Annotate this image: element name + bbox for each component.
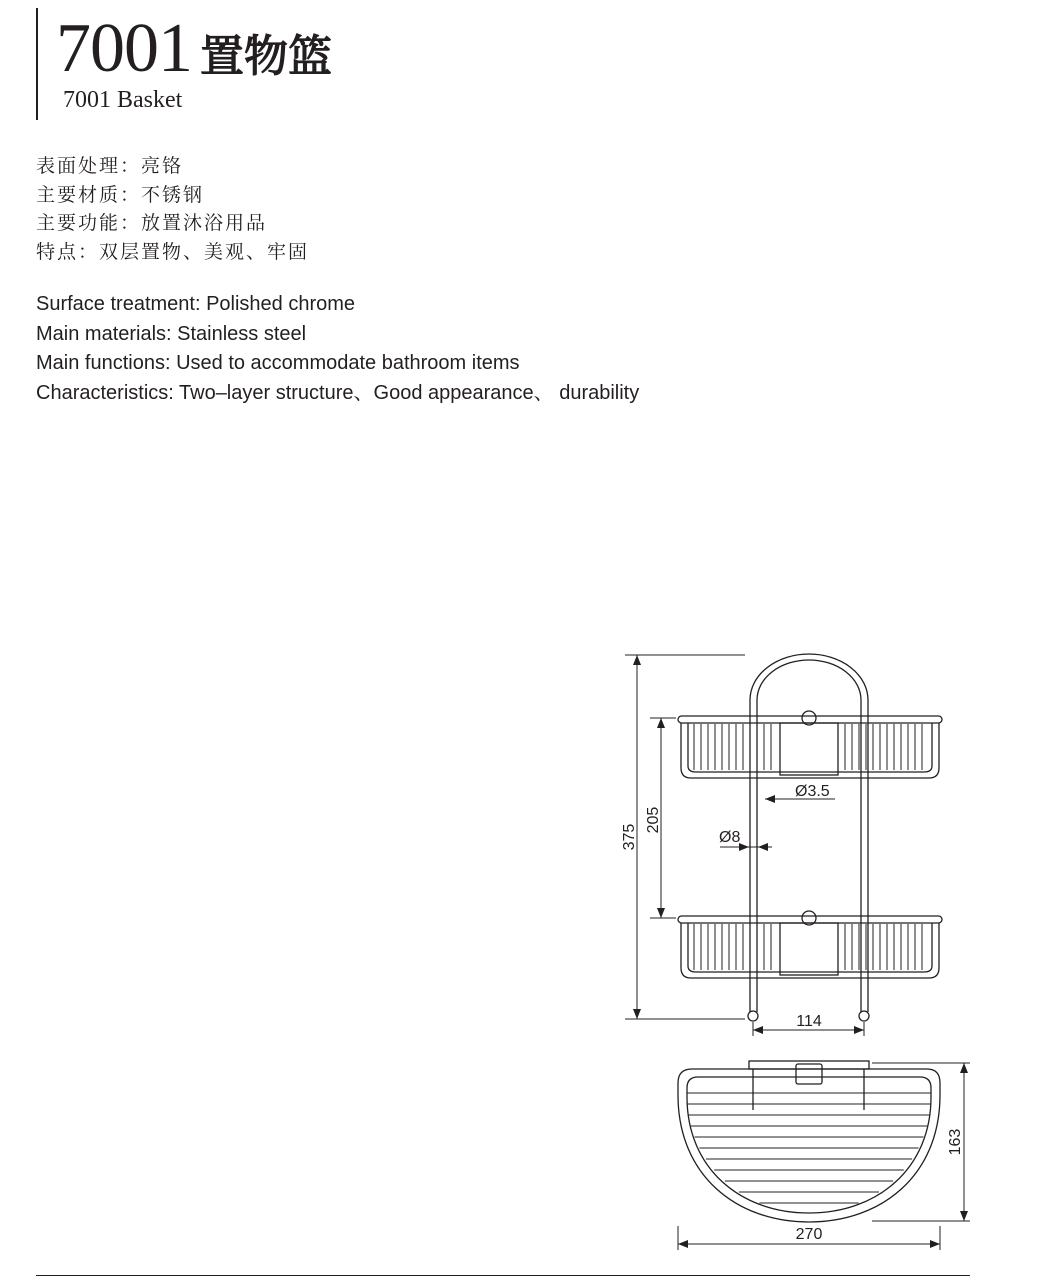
- dim-rod-spacing: 114: [796, 1013, 822, 1030]
- spec-en-features: Characteristics: Two–layer structure、Good appearance、 durability: [36, 381, 640, 404]
- dim-width: 270: [795, 1226, 823, 1243]
- spec-cn-features: 特点：双层置物、美观、牢固: [36, 240, 310, 263]
- lower-shelf-ribs: [694, 924, 922, 970]
- spec-en-function: Main functions: Used to accommodate bathroom items: [36, 352, 520, 374]
- front-view: [678, 654, 942, 1021]
- spec-cn-function: 主要功能：放置沐浴用品: [36, 212, 268, 234]
- support-frame: [748, 654, 869, 1021]
- dim-depth: 163: [947, 1128, 964, 1156]
- top-view-slats: [687, 1093, 931, 1203]
- spec-cn-material: 主要材质：不锈钢: [36, 183, 205, 206]
- product-name-en: 7001 Basket: [63, 87, 183, 113]
- dimension-lines: [625, 655, 970, 1250]
- dim-shelf-spacing: 205: [645, 806, 662, 834]
- dim-total-height: 375: [621, 823, 638, 851]
- top-view: [678, 1061, 940, 1222]
- spec-cn-surface: 表面处理：亮铬: [36, 155, 184, 177]
- upper-shelf-ribs: [694, 724, 922, 770]
- spec-en-material: Main materials: Stainless steel: [36, 322, 307, 345]
- bottom-divider: [36, 1275, 970, 1276]
- model-number: 7001: [56, 10, 192, 87]
- dim-rod-diameter: Ø8: [719, 829, 741, 846]
- product-name-cn: 置物篮: [200, 31, 332, 82]
- spec-en-surface: Surface treatment: Polished chrome: [36, 293, 356, 315]
- dim-wire-diameter: Ø3.5: [795, 783, 830, 800]
